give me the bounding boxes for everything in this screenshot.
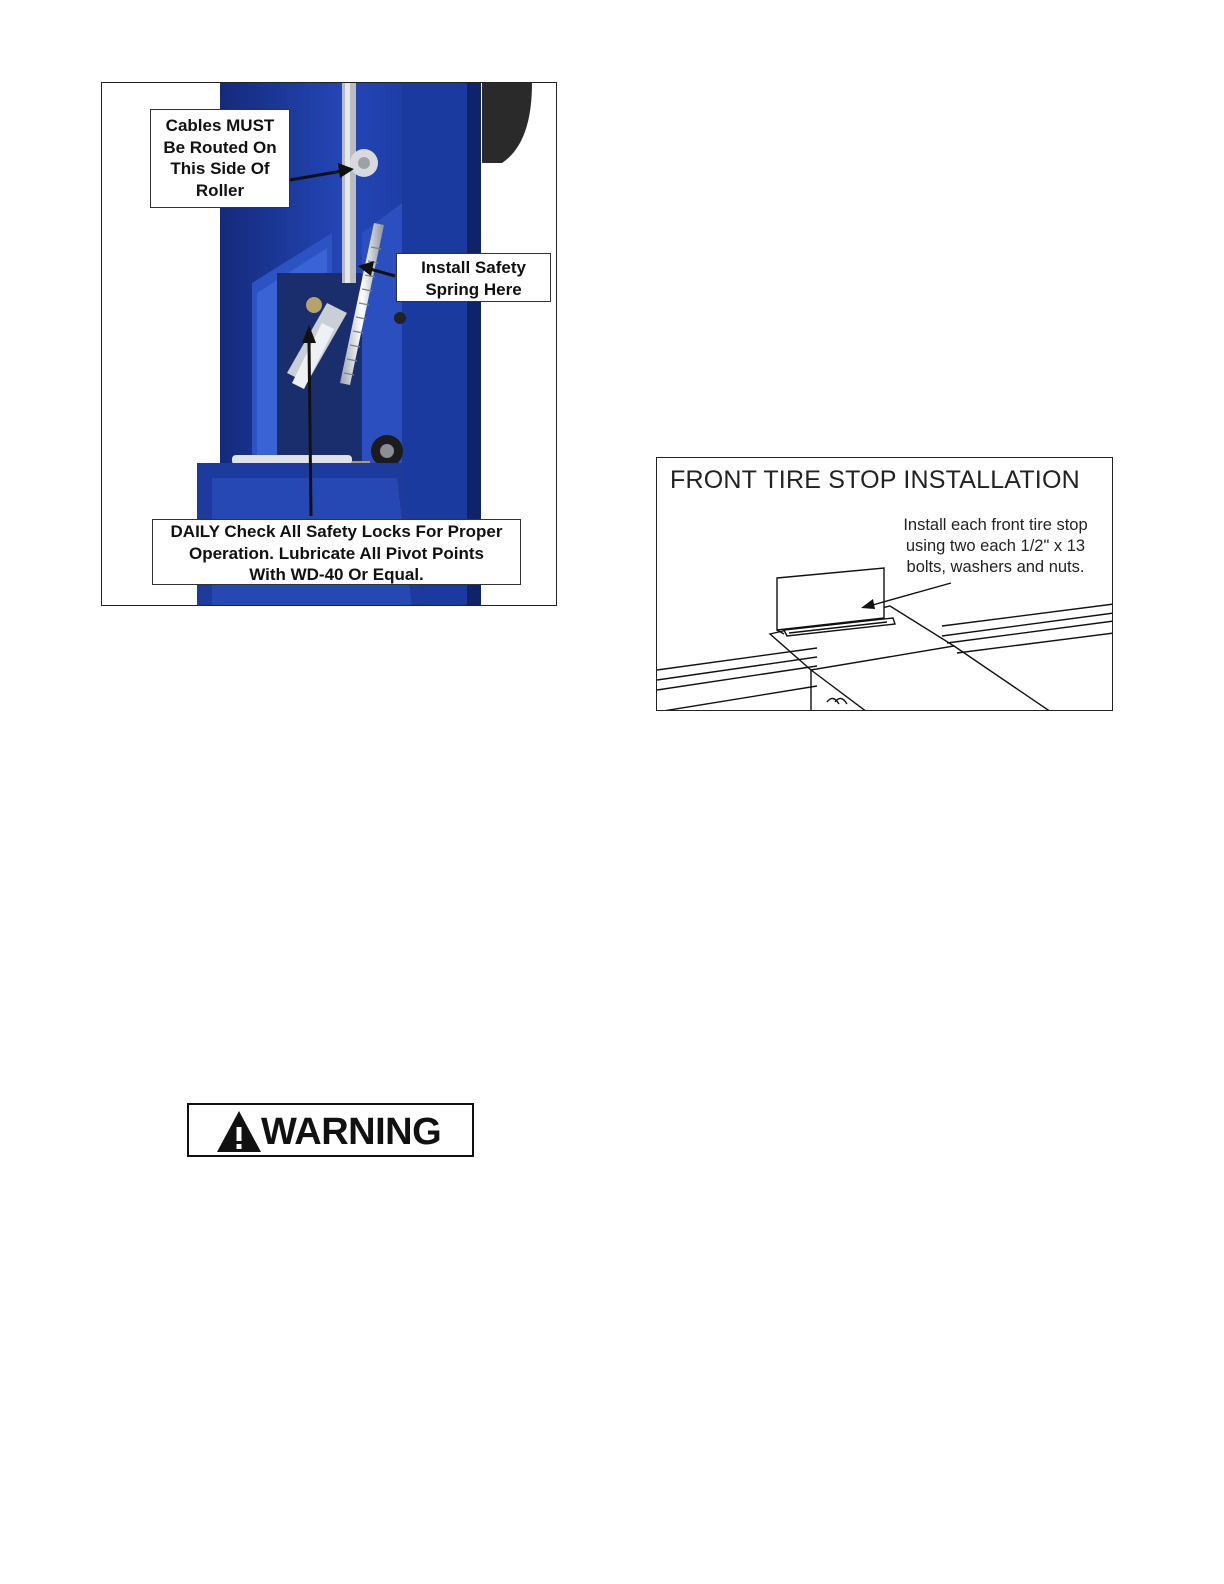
warning-label-text: WARNING [261,1111,442,1153]
tire-stop-note-line-3: bolts, washers and nuts. [906,558,1085,576]
callout-cable-routing-line-3: This Side Of [170,159,270,178]
callout-daily-check-line-2: Operation. Lubricate All Pivot Points [188,543,485,563]
tire-stop-note-line-2: using two each 1/2" x 13 [905,537,1086,555]
callout-daily-check [152,519,521,585]
warning-label-box [187,1103,474,1157]
callout-safety-spring [396,253,551,302]
callout-cable-routing-line-4: Roller [195,180,245,200]
callout-safety-spring-line-1: Install Safety [421,258,526,277]
callout-cable-routing-line-2: Be Routed On [163,137,277,157]
callout-safety-spring-line-2: Spring Here [425,279,522,299]
tire-stop-note-line-1: Install each front tire stop [903,516,1088,534]
tire-stop-line-drawing [657,458,1113,711]
safety-lock-photo-figure [101,82,557,606]
callout-cable-routing [150,109,290,208]
tire-stop-installation-figure [656,457,1113,711]
callout-daily-check-line-3: With WD-40 Or Equal. [249,565,424,584]
warning-triangle-icon [216,1109,262,1153]
tire-stop-figure-title: FRONT TIRE STOP INSTALLATION [670,466,1080,494]
callout-cable-routing-line-1: Cables MUST [165,116,275,135]
callout-daily-check-line-1: DAILY Check All Safety Locks For Proper [170,522,503,541]
